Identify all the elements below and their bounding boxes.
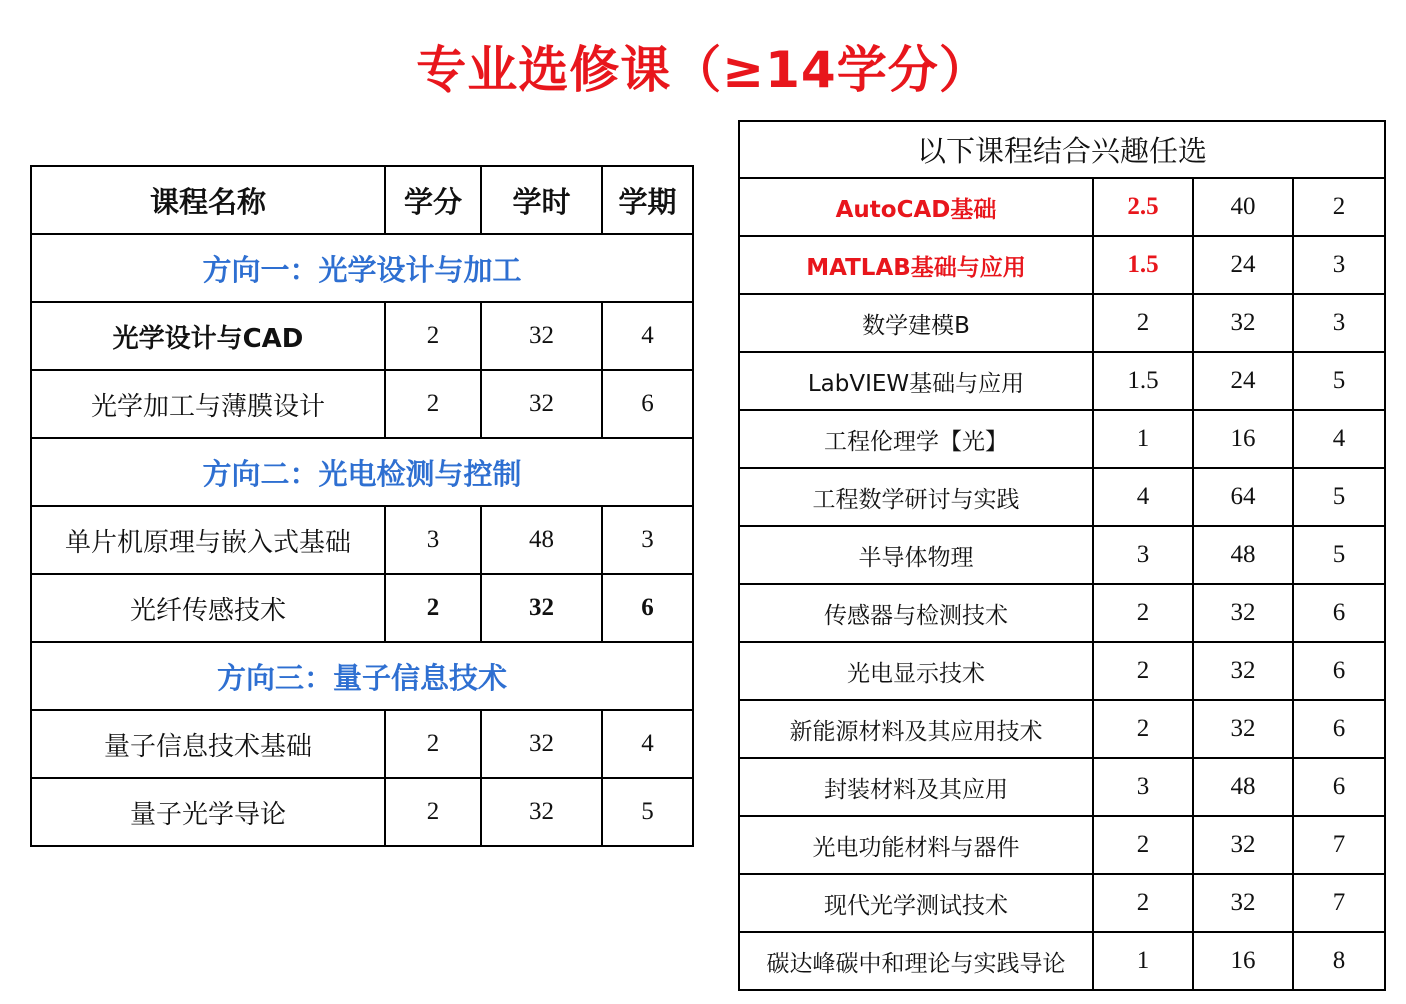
course-name: 传感器与检测技术 [739, 584, 1093, 642]
table-row [739, 526, 1385, 584]
course-credit: 2 [385, 302, 481, 370]
course-name: 光纤传感技术 [31, 574, 385, 642]
table-row [739, 236, 1385, 294]
course-name: 光电功能材料与器件 [739, 816, 1093, 874]
course-term: 7 [1293, 874, 1385, 932]
course-credit: 1 [1093, 932, 1193, 990]
course-name: 光学加工与薄膜设计 [31, 370, 385, 438]
course-hours: 32 [481, 302, 602, 370]
course-credit: 1.5 [1093, 352, 1193, 410]
course-name: MATLAB基础与应用 [739, 236, 1093, 294]
course-hours: 32 [1193, 874, 1293, 932]
course-hours: 48 [481, 506, 602, 574]
course-term: 6 [1293, 758, 1385, 816]
table-row [31, 370, 693, 438]
course-term: 4 [602, 302, 693, 370]
course-term: 4 [1293, 410, 1385, 468]
header-credit: 学分 [385, 166, 481, 234]
course-name: 单片机原理与嵌入式基础 [31, 506, 385, 574]
table-row [739, 584, 1385, 642]
course-hours: 24 [1193, 352, 1293, 410]
table-row [31, 574, 693, 642]
course-name: 封装材料及其应用 [739, 758, 1093, 816]
course-term: 3 [602, 506, 693, 574]
direction-1-label: 方向一：光学设计与加工 [31, 234, 693, 302]
direction-3-label: 方向三：量子信息技术 [31, 642, 693, 710]
course-hours: 40 [1193, 178, 1293, 236]
course-hours: 32 [481, 370, 602, 438]
course-credit: 1 [1093, 410, 1193, 468]
direction-courses-table [30, 165, 694, 847]
course-name: 碳达峰碳中和理论与实践导论 [739, 932, 1093, 990]
direction-row [31, 642, 693, 710]
table-row [739, 294, 1385, 352]
course-credit: 3 [1093, 758, 1193, 816]
table-row [739, 410, 1385, 468]
table-row [739, 758, 1385, 816]
course-hours: 32 [1193, 700, 1293, 758]
course-hours: 24 [1193, 236, 1293, 294]
course-term: 2 [1293, 178, 1385, 236]
course-name: 工程数学研讨与实践 [739, 468, 1093, 526]
table-row [739, 352, 1385, 410]
header-course-name: 课程名称 [31, 166, 385, 234]
table-row [31, 302, 693, 370]
table-row [739, 816, 1385, 874]
table-row [739, 642, 1385, 700]
header-term: 学期 [602, 166, 693, 234]
page-title: 专业选修课（≥14学分） [416, 41, 990, 99]
header-hours: 学时 [481, 166, 602, 234]
course-term: 7 [1293, 816, 1385, 874]
course-hours: 32 [481, 710, 602, 778]
course-name: LabVIEW基础与应用 [739, 352, 1093, 410]
course-term: 5 [1293, 352, 1385, 410]
course-credit: 2 [385, 778, 481, 846]
course-name: 光学设计与CAD [31, 302, 385, 370]
course-name: 量子信息技术基础 [31, 710, 385, 778]
course-credit: 2 [1093, 874, 1193, 932]
table-row [739, 700, 1385, 758]
course-term: 6 [602, 574, 693, 642]
course-credit: 1.5 [1093, 236, 1193, 294]
course-hours: 64 [1193, 468, 1293, 526]
course-hours: 48 [1193, 758, 1293, 816]
course-term: 4 [602, 710, 693, 778]
course-term: 6 [1293, 700, 1385, 758]
course-term: 6 [1293, 642, 1385, 700]
course-hours: 32 [1193, 642, 1293, 700]
course-credit: 2 [1093, 584, 1193, 642]
course-hours: 32 [481, 778, 602, 846]
course-hours: 32 [481, 574, 602, 642]
course-term: 6 [1293, 584, 1385, 642]
course-credit: 2 [1093, 642, 1193, 700]
course-term: 5 [602, 778, 693, 846]
table-row [31, 778, 693, 846]
course-name: 量子光学导论 [31, 778, 385, 846]
table-header-row [31, 166, 693, 234]
direction-2-label: 方向二：光电检测与控制 [31, 438, 693, 506]
table-row [739, 932, 1385, 990]
course-term: 8 [1293, 932, 1385, 990]
course-hours: 48 [1193, 526, 1293, 584]
course-term: 5 [1293, 526, 1385, 584]
elective-courses-table [738, 120, 1386, 991]
course-hours: 32 [1193, 584, 1293, 642]
course-term: 5 [1293, 468, 1385, 526]
course-credit: 2.5 [1093, 178, 1193, 236]
course-term: 3 [1293, 294, 1385, 352]
course-name: 数学建模B [739, 294, 1093, 352]
course-name: AutoCAD基础 [739, 178, 1093, 236]
course-name: 光电显示技术 [739, 642, 1093, 700]
course-credit: 3 [1093, 526, 1193, 584]
course-hours: 32 [1193, 816, 1293, 874]
course-name: 工程伦理学【光】 [739, 410, 1093, 468]
table-header-row [739, 121, 1385, 178]
course-hours: 32 [1193, 294, 1293, 352]
course-credit: 2 [385, 710, 481, 778]
table-row [31, 506, 693, 574]
direction-row [31, 234, 693, 302]
table-row [31, 710, 693, 778]
direction-row [31, 438, 693, 506]
course-credit: 2 [1093, 294, 1193, 352]
table-row [739, 468, 1385, 526]
course-credit: 4 [1093, 468, 1193, 526]
course-name: 现代光学测试技术 [739, 874, 1093, 932]
course-term: 6 [602, 370, 693, 438]
table-row [739, 178, 1385, 236]
course-credit: 3 [385, 506, 481, 574]
course-credit: 2 [1093, 816, 1193, 874]
course-name: 半导体物理 [739, 526, 1093, 584]
elective-header: 以下课程结合兴趣任选 [739, 121, 1385, 178]
course-hours: 16 [1193, 932, 1293, 990]
course-hours: 16 [1193, 410, 1293, 468]
course-credit: 2 [385, 370, 481, 438]
table-row [739, 874, 1385, 932]
course-term: 3 [1293, 236, 1385, 294]
course-credit: 2 [1093, 700, 1193, 758]
course-credit: 2 [385, 574, 481, 642]
course-name: 新能源材料及其应用技术 [739, 700, 1093, 758]
